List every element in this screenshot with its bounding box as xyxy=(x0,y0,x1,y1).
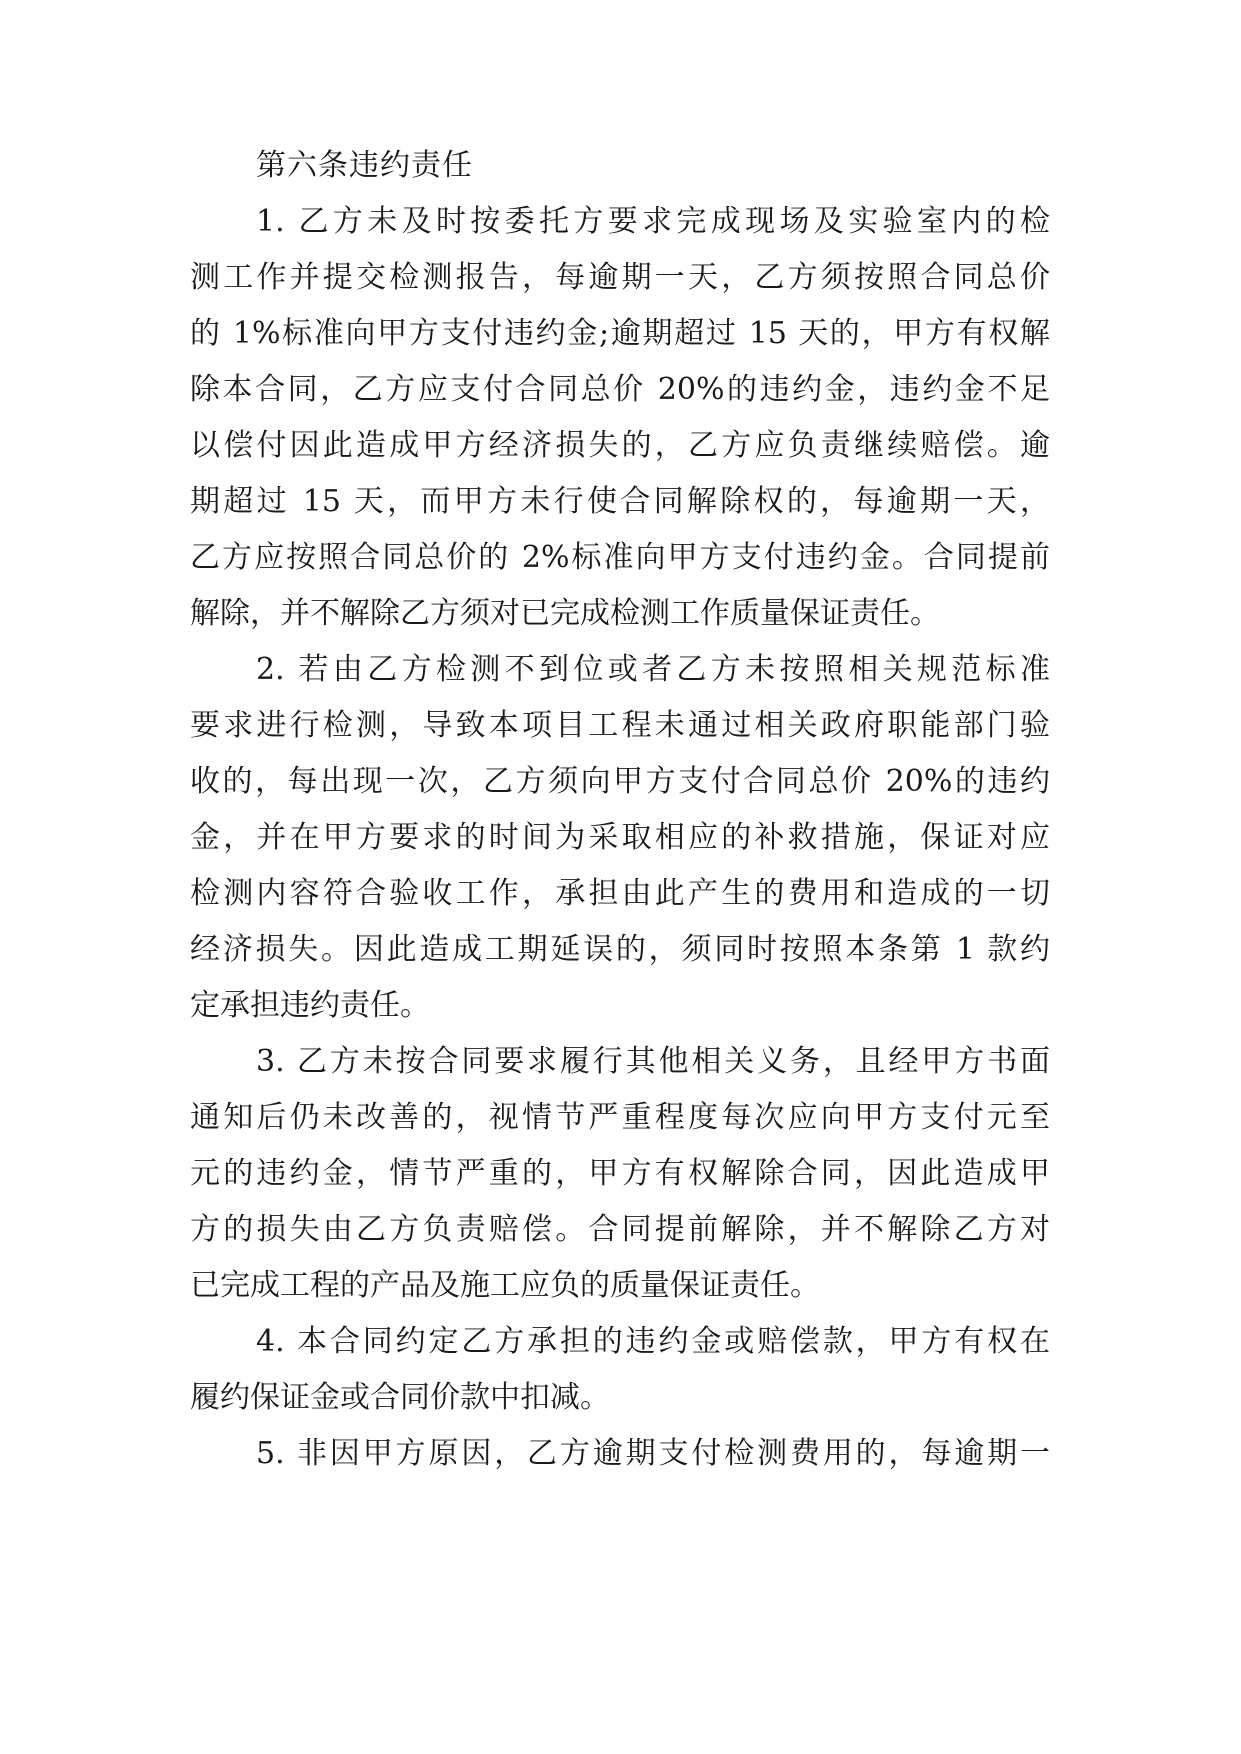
text-line: 检测内容符合验收工作，承担由此产生的费用和造成的一切 xyxy=(190,876,1050,911)
text-line: 的 1%标准向甲方支付违约金;逾期超过 15 天的，甲方有权解 xyxy=(190,316,1050,351)
text-line: 3. 乙方未按合同要求履行其他相关义务，且经甲方书面 xyxy=(256,1044,1050,1079)
text-line: 以偿付因此造成甲方经济损失的，乙方应负责继续赔偿。逾 xyxy=(190,428,1050,463)
text-line: 元的违约金，情节严重的，甲方有权解除合同，因此造成甲 xyxy=(190,1156,1050,1191)
text-line: 履约保证金或合同价款中扣减。 xyxy=(190,1380,610,1415)
text-line: 通知后仍未改善的，视情节严重程度每次应向甲方支付元至 xyxy=(190,1100,1050,1135)
text-line: 收的，每出现一次，乙方须向甲方支付合同总价 20%的违约 xyxy=(190,764,1050,799)
text-line: 4. 本合同约定乙方承担的违约金或赔偿款，甲方有权在 xyxy=(256,1324,1050,1359)
text-line: 金，并在甲方要求的时间为采取相应的补救措施，保证对应 xyxy=(190,820,1050,855)
text-line: 方的损失由乙方负责赔偿。合同提前解除，并不解除乙方对 xyxy=(190,1212,1050,1247)
text-line: 1. 乙方未及时按委托方要求完成现场及实验室内的检 xyxy=(256,204,1050,239)
text-line: 要求进行检测，导致本项目工程未通过相关政府职能部门验 xyxy=(190,708,1050,743)
section-heading: 第六条违约责任 xyxy=(256,148,473,183)
text-line: 2. 若由乙方检测不到位或者乙方未按照相关规范标准 xyxy=(256,652,1050,687)
text-line: 乙方应按照合同总价的 2%标准向甲方支付违约金。合同提前 xyxy=(190,540,1050,575)
text-line: 测工作并提交检测报告，每逾期一天，乙方须按照合同总价 xyxy=(190,260,1050,295)
text-line: 除本合同，乙方应支付合同总价 20%的违约金，违约金不足 xyxy=(190,372,1050,407)
text-line: 5. 非因甲方原因，乙方逾期支付检测费用的，每逾期一 xyxy=(256,1436,1050,1471)
text-line: 期超过 15 天，而甲方未行使合同解除权的，每逾期一天， xyxy=(190,484,1050,519)
text-line: 定承担违约责任。 xyxy=(190,988,430,1023)
text-line: 解除，并不解除乙方须对已完成检测工作质量保证责任。 xyxy=(190,596,940,631)
text-line: 经济损失。因此造成工期延误的，须同时按照本条第 1 款约 xyxy=(190,932,1050,967)
text-line: 已完成工程的产品及施工应负的质量保证责任。 xyxy=(190,1268,820,1303)
